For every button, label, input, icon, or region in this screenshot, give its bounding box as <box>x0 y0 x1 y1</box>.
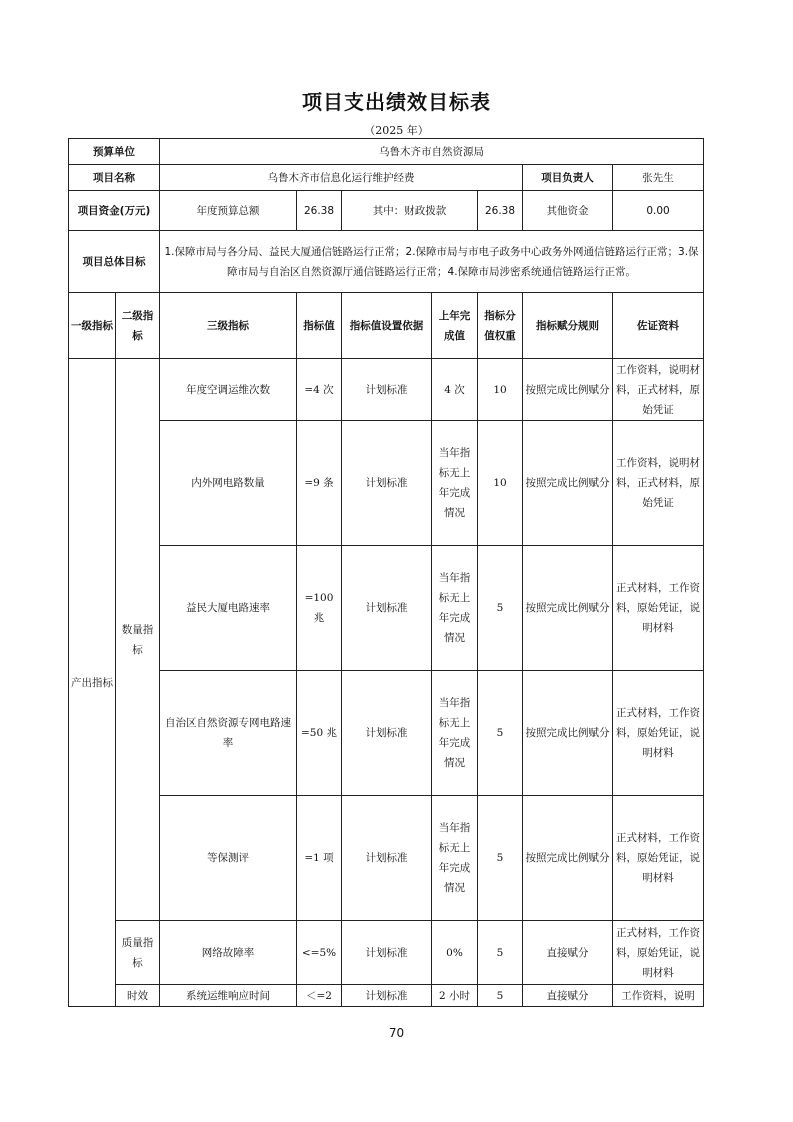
row-last-year: 当年指标无上年完成情况 <box>432 796 478 921</box>
row-rule: 按照完成比例赋分 <box>523 546 613 671</box>
row-basis: 计划标准 <box>342 796 432 921</box>
project-name-row <box>69 165 704 191</box>
overall-goal-label: 项目总体目标 <box>69 231 160 293</box>
table-row <box>69 671 704 796</box>
row-weight: 10 <box>478 359 523 421</box>
row-rule: 按照完成比例赋分 <box>523 796 613 921</box>
row-evidence: 工作资料，说明 <box>613 985 704 1007</box>
row-name: 益民大厦电路速率 <box>160 546 297 671</box>
row-basis: 计划标准 <box>342 359 432 421</box>
row-value: =9 条 <box>297 421 342 546</box>
row-rule: 直接赋分 <box>523 921 613 985</box>
budget-unit-value: 乌鲁木齐市自然资源局 <box>160 139 704 165</box>
performance-table <box>68 138 704 1007</box>
row-weight: 5 <box>478 546 523 671</box>
budget-unit-label: 预算单位 <box>69 139 160 165</box>
row-evidence: 工作资料，说明材料，正式材料，原始凭证 <box>613 421 704 546</box>
row-name: 网络故障率 <box>160 921 297 985</box>
row-value: =4 次 <box>297 359 342 421</box>
row-value: <=5% <box>297 921 342 985</box>
header-evidence: 佐证资料 <box>613 293 704 359</box>
overall-goal-row <box>69 231 704 293</box>
row-value: ＜=2 <box>297 985 342 1007</box>
row-last-year: 0% <box>432 921 478 985</box>
row-last-year: 当年指标无上年完成情况 <box>432 421 478 546</box>
row-weight: 5 <box>478 796 523 921</box>
funds-other-value: 0.00 <box>613 191 704 231</box>
table-row <box>69 421 704 546</box>
row-evidence: 正式材料，工作资料，原始凭证，说明材料 <box>613 796 704 921</box>
document-year: （2025 年） <box>364 124 429 137</box>
row-rule: 按照完成比例赋分 <box>523 421 613 546</box>
header-level1: 一级指标 <box>69 293 116 359</box>
row-evidence: 正式材料，工作资料，原始凭证，说明材料 <box>613 671 704 796</box>
funds-fiscal-value: 26.38 <box>478 191 523 231</box>
project-name-value: 乌鲁木齐市信息化运行维护经费 <box>160 165 523 191</box>
row-value: =1 项 <box>297 796 342 921</box>
row-weight: 10 <box>478 421 523 546</box>
header-weight: 指标分值权重 <box>478 293 523 359</box>
row-basis: 计划标准 <box>342 985 432 1007</box>
overall-goal-text: 1.保障市局与各分局、益民大厦通信链路运行正常；2.保障市局与市电子政务中心政务外网通信链路运行正常；3.保障市局与自治区自然资源厅通信链路运行正常；4.保障市局涉密系统通信链路运行正常。 <box>160 231 704 293</box>
funds-total-label: 年度预算总额 <box>160 191 297 231</box>
header-basis: 指标值设置依据 <box>342 293 432 359</box>
row-value: =50 兆 <box>297 671 342 796</box>
funds-total-value: 26.38 <box>297 191 342 231</box>
header-level3: 三级指标 <box>160 293 297 359</box>
row-weight: 5 <box>478 921 523 985</box>
row-last-year: 当年指标无上年完成情况 <box>432 546 478 671</box>
row-last-year: 当年指标无上年完成情况 <box>432 671 478 796</box>
row-name: 年度空调运维次数 <box>160 359 297 421</box>
project-leader-value: 张先生 <box>613 165 704 191</box>
project-name-label: 项目名称 <box>69 165 160 191</box>
row-basis: 计划标准 <box>342 921 432 985</box>
row-last-year: 4 次 <box>432 359 478 421</box>
row-basis: 计划标准 <box>342 546 432 671</box>
header-value: 指标值 <box>297 293 342 359</box>
row-last-year: 2 小时 <box>432 985 478 1007</box>
funds-label: 项目资金(万元) <box>69 191 160 231</box>
row-rule: 按照完成比例赋分 <box>523 359 613 421</box>
header-rule: 指标赋分规则 <box>523 293 613 359</box>
level2-quality: 质量指标 <box>116 921 160 985</box>
row-name: 系统运维响应时间 <box>160 985 297 1007</box>
row-value: =100 兆 <box>297 546 342 671</box>
level1-output: 产出指标 <box>69 359 116 1007</box>
level2-quantity: 数量指标 <box>116 359 160 921</box>
row-basis: 计划标准 <box>342 671 432 796</box>
funds-row <box>69 191 704 231</box>
document-title: 项目支出绩效目标表 <box>302 90 491 114</box>
row-evidence: 正式材料，工作资料，原始凭证，说明材料 <box>613 921 704 985</box>
funds-fiscal-label: 其中：财政拨款 <box>342 191 478 231</box>
row-name: 自治区自然资源专网电路速率 <box>160 671 297 796</box>
row-name: 内外网电路数量 <box>160 421 297 546</box>
table-row <box>69 359 704 421</box>
project-leader-label: 项目负责人 <box>523 165 613 191</box>
row-weight: 5 <box>478 671 523 796</box>
table-row <box>69 546 704 671</box>
table-row <box>69 796 704 921</box>
row-evidence: 正式材料，工作资料，原始凭证，说明材料 <box>613 546 704 671</box>
row-weight: 5 <box>478 985 523 1007</box>
page-number: 70 <box>388 1026 405 1040</box>
header-row <box>69 293 704 359</box>
row-rule: 按照完成比例赋分 <box>523 671 613 796</box>
row-rule: 直接赋分 <box>523 985 613 1007</box>
header-last-year: 上年完成值 <box>432 293 478 359</box>
row-name: 等保测评 <box>160 796 297 921</box>
funds-other-label: 其他资金 <box>523 191 613 231</box>
level2-timeliness: 时效 <box>116 985 160 1007</box>
row-basis: 计划标准 <box>342 421 432 546</box>
table-row <box>69 921 704 985</box>
table-row <box>69 985 704 1007</box>
budget-unit-row <box>69 139 704 165</box>
row-evidence: 工作资料，说明材料，正式材料，原始凭证 <box>613 359 704 421</box>
header-level2: 二级指标 <box>116 293 160 359</box>
